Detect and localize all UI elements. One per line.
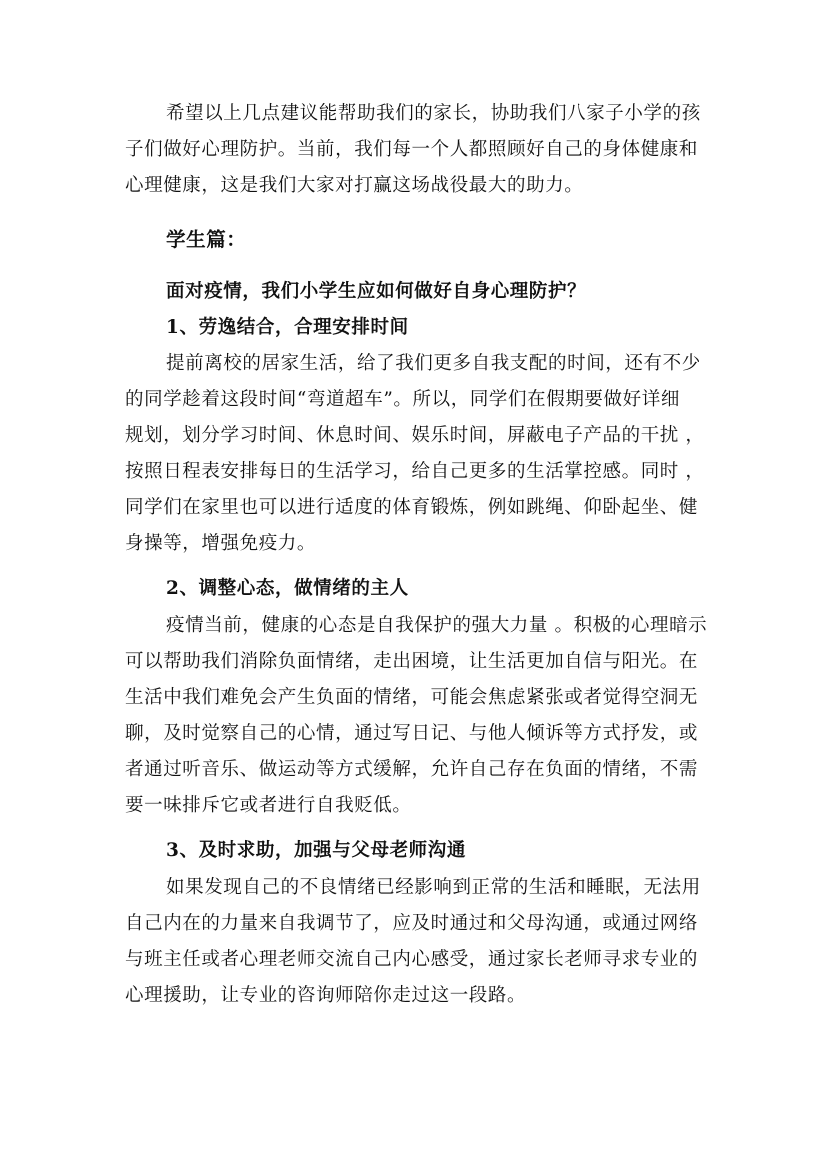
item-1-line: 提前离校的居家生活，给了我们更多自我支配的时间，还有不少 xyxy=(166,353,701,374)
item-heading-3: 3、及时求助，加强与父母老师沟通 xyxy=(166,840,466,861)
item-3-line: 心理援助，让专业的咨询师陪你走过这一段路。 xyxy=(125,985,527,1006)
question-heading: 面对疫情，我们小学生应如何做好自身心理防护？ xyxy=(166,281,587,302)
item-3-line: 如果发现自己的不良情绪已经影响到正常的生活和睡眠，无法用 xyxy=(166,877,701,898)
item-2-line: 可以帮助我们消除负面情绪，走出困境，让生活更加自信与阳光。在 xyxy=(125,651,699,672)
item-heading-1: 1、劳逸结合，合理安排时间 xyxy=(166,317,409,338)
item-1-line: 规划，划分学习时间、休息时间、娱乐时间，屏蔽电子产品的干扰 ， xyxy=(125,425,705,446)
item-1-line: 同学们在家里也可以进行适度的体育锻炼，例如跳绳、仰卧起坐、健 xyxy=(125,497,699,518)
intro-line: 心理健康，这是我们大家对打赢这场战役最大的助力。 xyxy=(125,175,584,196)
item-1-line: 身操等，增强免疫力。 xyxy=(125,533,317,554)
item-2-line: 者通过听音乐、做运动等方式缓解，允许自己存在负面的情绪，不需 xyxy=(125,759,699,780)
intro-line: 子们做好心理防护。当前，我们每一个人都照顾好自己的身体健康和 xyxy=(125,139,699,160)
item-2-line: 生活中我们难免会产生负面的情绪，可能会焦虑紧张或者觉得空洞无 xyxy=(125,687,699,708)
item-1-line: 按照日程表安排每日的生活学习，给自己更多的生活掌控感。同时 ， xyxy=(125,461,705,482)
item-2-line: 要一味排斥它或者进行自我贬低。 xyxy=(125,795,412,816)
item-2-line: 疫情当前，健康的心态是自我保护的强大力量 。积极的心理暗示 xyxy=(166,615,708,636)
item-heading-2: 2、调整心态，做情绪的主人 xyxy=(166,578,409,599)
intro-line: 希望以上几点建议能帮助我们的家长，协助我们八家子小学的孩 xyxy=(166,103,701,124)
item-1-line: 的同学趁着这段时间“弯道超车”。所以，同学们在假期要做好详细 xyxy=(125,389,680,410)
section-title: 学生篇： xyxy=(166,228,247,251)
item-3-line: 与班主任或者心理老师交流自己内心感受，通过家长老师寻求专业的 xyxy=(125,949,699,970)
item-3-line: 自己内在的力量来自我调节了，应及时通过和父母沟通，或通过网络 xyxy=(125,913,699,934)
item-2-line: 聊，及时觉察自己的心情，通过写日记、与他人倾诉等方式抒发，或 xyxy=(125,723,699,744)
